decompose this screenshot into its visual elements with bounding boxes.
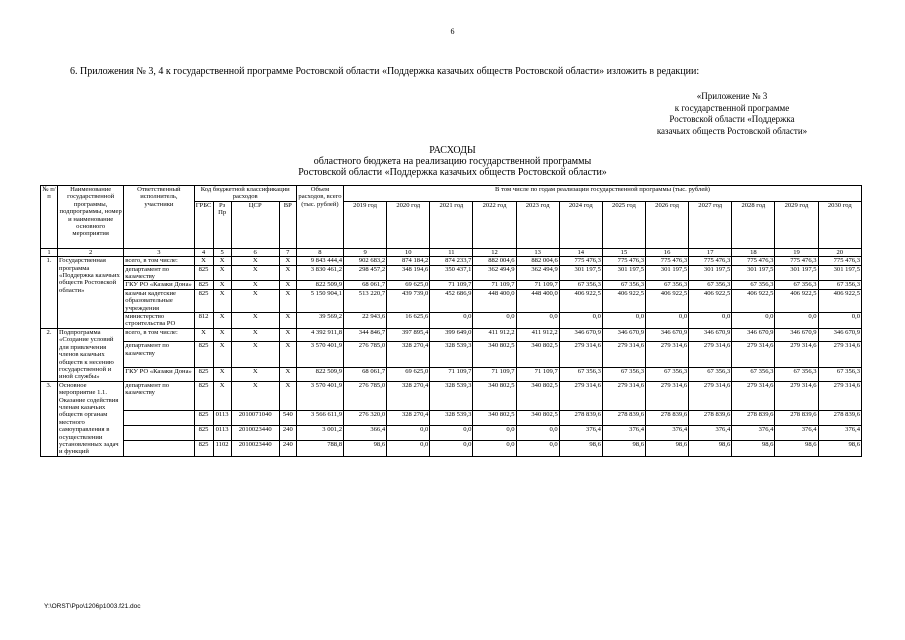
- year-value-cell: 0,0: [387, 441, 430, 456]
- year-value-cell: 67 356,3: [559, 281, 602, 289]
- year-value-cell: 344 846,7: [344, 328, 387, 342]
- year-value-cell: 0,0: [473, 441, 516, 456]
- vr-cell: 540: [279, 410, 296, 425]
- rzpr-cell: X: [213, 313, 231, 329]
- header-row: [41, 186, 862, 202]
- csr-cell: X: [231, 265, 279, 281]
- year-value-cell: 362 494,9: [516, 265, 559, 281]
- year-value-cell: 276 785,0: [344, 381, 387, 410]
- column-number: 7: [279, 248, 296, 256]
- rzpr-cell: 0113: [213, 426, 231, 441]
- year-value-cell: 0,0: [732, 313, 775, 329]
- year-value-cell: 67 356,3: [646, 368, 689, 382]
- header-year: 2027 год: [689, 201, 732, 248]
- grbs-cell: 812: [194, 313, 213, 329]
- header-year: 2028 год: [732, 201, 775, 248]
- executor-cell: всего, в том числе:: [124, 257, 194, 265]
- vr-cell: X: [279, 381, 296, 410]
- year-value-cell: 340 802,5: [516, 381, 559, 410]
- grbs-cell: 825: [194, 281, 213, 289]
- year-value-cell: 874 184,2: [387, 257, 430, 265]
- year-value-cell: 276 320,0: [344, 410, 387, 425]
- rzpr-cell: 1102: [213, 441, 231, 456]
- executor-cell: [124, 441, 194, 456]
- table-row: [41, 342, 862, 368]
- csr-cell: X: [231, 281, 279, 289]
- year-value-cell: 328 539,3: [430, 342, 473, 368]
- csr-cell: X: [231, 313, 279, 329]
- year-value-cell: 775 476,3: [602, 257, 645, 265]
- year-value-cell: 376,4: [559, 426, 602, 441]
- table-row: [41, 410, 862, 425]
- year-value-cell: 775 476,3: [818, 257, 861, 265]
- rzpr-cell: 0113: [213, 410, 231, 425]
- column-number: 1: [41, 248, 58, 256]
- page-number: 6: [450, 27, 455, 36]
- year-value-cell: 71 109,7: [516, 368, 559, 382]
- year-value-cell: 340 802,5: [516, 410, 559, 425]
- year-value-cell: 340 802,5: [516, 342, 559, 368]
- year-value-cell: 902 683,2: [344, 257, 387, 265]
- year-value-cell: 411 912,2: [473, 328, 516, 342]
- year-value-cell: 397 895,4: [387, 328, 430, 342]
- grbs-cell: 825: [194, 289, 213, 312]
- year-value-cell: 328 539,3: [430, 381, 473, 410]
- year-value-cell: 67 356,3: [775, 281, 818, 289]
- year-value-cell: 98,6: [775, 441, 818, 456]
- grbs-cell: 825: [194, 441, 213, 456]
- year-value-cell: 406 922,5: [646, 289, 689, 312]
- executor-cell: казачьи кадетские образовательные учреждения: [124, 289, 194, 312]
- year-value-cell: 279 314,6: [775, 342, 818, 368]
- header-year: 2026 год: [646, 201, 689, 248]
- table-row: [41, 257, 862, 265]
- year-value-cell: 278 839,6: [689, 410, 732, 425]
- year-value-cell: 340 802,5: [473, 381, 516, 410]
- total-cell: 3 570 401,9: [296, 342, 343, 368]
- column-number: 16: [646, 248, 689, 256]
- year-value-cell: 328 270,4: [387, 342, 430, 368]
- table-row: [41, 368, 862, 382]
- header-year: 2030 год: [818, 201, 861, 248]
- year-value-cell: 67 356,3: [559, 368, 602, 382]
- executor-cell: ГКУ РО «Казаки Дона»: [124, 281, 194, 289]
- year-value-cell: 301 197,5: [732, 265, 775, 281]
- header-year: 2025 год: [602, 201, 645, 248]
- executor-cell: департамент по казачеству: [124, 342, 194, 368]
- year-value-cell: 67 356,3: [732, 368, 775, 382]
- year-value-cell: 406 922,5: [602, 289, 645, 312]
- year-value-cell: 328 539,3: [430, 410, 473, 425]
- grbs-cell: 825: [194, 381, 213, 410]
- year-value-cell: 340 802,5: [473, 410, 516, 425]
- year-value-cell: 68 061,7: [344, 368, 387, 382]
- appendix-line: Ростовской области «Поддержка: [669, 114, 795, 124]
- year-value-cell: 399 649,0: [430, 328, 473, 342]
- year-value-cell: 0,0: [516, 441, 559, 456]
- year-value-cell: 406 922,5: [689, 289, 732, 312]
- year-value-cell: 67 356,3: [818, 281, 861, 289]
- year-value-cell: 278 839,6: [602, 410, 645, 425]
- rzpr-cell: X: [213, 289, 231, 312]
- vr-cell: 240: [279, 426, 296, 441]
- year-value-cell: 279 314,6: [818, 342, 861, 368]
- vr-cell: X: [279, 342, 296, 368]
- year-value-cell: 882 004,6: [473, 257, 516, 265]
- year-value-cell: 411 912,2: [516, 328, 559, 342]
- table-row: [41, 328, 862, 342]
- csr-cell: X: [231, 342, 279, 368]
- total-cell: 822 509,9: [296, 281, 343, 289]
- year-value-cell: 346 670,9: [689, 328, 732, 342]
- year-value-cell: 67 356,3: [818, 368, 861, 382]
- rzpr-cell: X: [213, 368, 231, 382]
- document-title: [0, 145, 905, 178]
- header-year: 2029 год: [775, 201, 818, 248]
- year-value-cell: 448 400,0: [516, 289, 559, 312]
- year-value-cell: 279 314,6: [602, 381, 645, 410]
- year-value-cell: 279 314,6: [559, 342, 602, 368]
- file-path-footer: Y:\ORST\Ppo\1206p1003.f21.doc: [44, 603, 141, 610]
- year-value-cell: 67 356,3: [602, 281, 645, 289]
- total-cell: 3 001,2: [296, 426, 343, 441]
- year-value-cell: 0,0: [646, 313, 689, 329]
- year-value-cell: 346 670,9: [646, 328, 689, 342]
- year-value-cell: 298 457,2: [344, 265, 387, 281]
- grbs-cell: 825: [194, 265, 213, 281]
- total-cell: 9 843 444,4: [296, 257, 343, 265]
- grbs-cell: 825: [194, 368, 213, 382]
- vr-cell: X: [279, 368, 296, 382]
- executor-cell: [124, 410, 194, 425]
- year-value-cell: 346 670,9: [775, 328, 818, 342]
- year-value-cell: 376,4: [646, 426, 689, 441]
- column-number: 9: [344, 248, 387, 256]
- csr-cell: X: [231, 257, 279, 265]
- header-vr: ВР: [279, 201, 296, 248]
- year-value-cell: 278 839,6: [646, 410, 689, 425]
- header-year: 2024 год: [559, 201, 602, 248]
- year-value-cell: 98,6: [689, 441, 732, 456]
- csr-cell: X: [231, 328, 279, 342]
- year-value-cell: 882 004,6: [516, 257, 559, 265]
- table-row: [41, 281, 862, 289]
- year-value-cell: 452 686,9: [430, 289, 473, 312]
- title-line: Ростовской области «Поддержка казачьих обществ Ростовской области»: [298, 167, 607, 178]
- total-cell: 822 509,9: [296, 368, 343, 382]
- rzpr-cell: X: [213, 381, 231, 410]
- year-value-cell: 71 109,7: [473, 368, 516, 382]
- executor-cell: [124, 426, 194, 441]
- program-name: Основное мероприятие 1.1. Оказание содействия членам казачьих обществ органам местного самоуправления в осуществлении установленных задач и функций: [58, 381, 124, 456]
- year-value-cell: 406 922,5: [732, 289, 775, 312]
- year-value-cell: 278 839,6: [775, 410, 818, 425]
- year-value-cell: 376,4: [732, 426, 775, 441]
- executor-cell: всего, в том числе:: [124, 328, 194, 342]
- year-value-cell: 775 476,3: [559, 257, 602, 265]
- executor-cell: ГКУ РО «Казаки Дона»: [124, 368, 194, 382]
- total-cell: 3 830 461,2: [296, 265, 343, 281]
- year-value-cell: 279 314,6: [732, 381, 775, 410]
- year-value-cell: 67 356,3: [689, 281, 732, 289]
- table-row: [41, 426, 862, 441]
- executor-cell: департамент по казачеству: [124, 265, 194, 281]
- column-number: 18: [732, 248, 775, 256]
- year-value-cell: 346 670,9: [559, 328, 602, 342]
- year-value-cell: 98,6: [732, 441, 775, 456]
- title-line: РАСХОДЫ: [429, 145, 476, 156]
- year-value-cell: 301 197,5: [602, 265, 645, 281]
- year-value-cell: 279 314,6: [689, 381, 732, 410]
- year-value-cell: 775 476,3: [646, 257, 689, 265]
- year-value-cell: 279 314,6: [646, 342, 689, 368]
- year-value-cell: 448 400,0: [473, 289, 516, 312]
- appendix-line: к государственной программе: [674, 102, 790, 113]
- appendix-header: [602, 91, 862, 137]
- year-value-cell: 276 785,0: [344, 342, 387, 368]
- year-value-cell: 71 109,7: [473, 281, 516, 289]
- year-value-cell: 350 437,1: [430, 265, 473, 281]
- year-value-cell: 301 197,5: [559, 265, 602, 281]
- column-number: 19: [775, 248, 818, 256]
- year-value-cell: 346 670,9: [602, 328, 645, 342]
- year-value-cell: 67 356,3: [775, 368, 818, 382]
- year-value-cell: 0,0: [387, 426, 430, 441]
- program-name: Подпрограмма «Создание условий для привлечения членов казачьих обществ к несению государственной и иной службы»: [58, 328, 124, 381]
- year-value-cell: 71 109,7: [430, 368, 473, 382]
- csr-cell: X: [231, 381, 279, 410]
- year-value-cell: 0,0: [602, 313, 645, 329]
- vr-cell: X: [279, 289, 296, 312]
- year-value-cell: 67 356,3: [689, 368, 732, 382]
- year-value-cell: 69 625,0: [387, 368, 430, 382]
- year-value-cell: 376,4: [689, 426, 732, 441]
- row-number: 1.: [41, 257, 58, 329]
- grbs-cell: 825: [194, 410, 213, 425]
- year-value-cell: 0,0: [775, 313, 818, 329]
- executor-cell: министерство строительства РО: [124, 313, 194, 329]
- column-number: 4: [194, 248, 213, 256]
- expenses-table: [40, 185, 862, 457]
- year-value-cell: 98,6: [818, 441, 861, 456]
- year-value-cell: 0,0: [689, 313, 732, 329]
- year-value-cell: 376,4: [818, 426, 861, 441]
- year-value-cell: 279 314,6: [818, 381, 861, 410]
- vr-cell: X: [279, 328, 296, 342]
- rzpr-cell: X: [213, 328, 231, 342]
- header-rzpr: Рз Пр: [213, 201, 231, 248]
- csr-cell: 2010071040: [231, 410, 279, 425]
- header-year: 2023 год: [516, 201, 559, 248]
- header-budget-code: Код бюджетной классификации расходов: [194, 186, 296, 202]
- year-value-cell: 406 922,5: [818, 289, 861, 312]
- year-value-cell: 68 061,7: [344, 281, 387, 289]
- year-value-cell: 0,0: [430, 313, 473, 329]
- column-number: 14: [559, 248, 602, 256]
- year-value-cell: 278 839,6: [732, 410, 775, 425]
- year-value-cell: 376,4: [602, 426, 645, 441]
- title-line: областного бюджета на реализацию государственной программы: [313, 156, 592, 167]
- year-value-cell: 0,0: [430, 441, 473, 456]
- vr-cell: X: [279, 313, 296, 329]
- year-value-cell: 279 314,6: [646, 381, 689, 410]
- header-executor: Ответственный исполнитель, участники: [124, 186, 194, 249]
- header-year: 2021 год: [430, 201, 473, 248]
- header-num: № п/п: [41, 186, 58, 249]
- year-value-cell: 0,0: [473, 426, 516, 441]
- year-value-cell: 328 270,4: [387, 381, 430, 410]
- column-number: 2: [58, 248, 124, 256]
- year-value-cell: 376,4: [775, 426, 818, 441]
- vr-cell: X: [279, 257, 296, 265]
- year-value-cell: 0,0: [818, 313, 861, 329]
- column-number: 8: [296, 248, 343, 256]
- year-value-cell: 775 476,3: [689, 257, 732, 265]
- year-value-cell: 16 625,6: [387, 313, 430, 329]
- table-row: [41, 313, 862, 329]
- year-value-cell: 0,0: [559, 313, 602, 329]
- year-value-cell: 98,6: [559, 441, 602, 456]
- year-value-cell: 0,0: [473, 313, 516, 329]
- appendix-line: казачьих обществ Ростовской области»: [656, 125, 808, 136]
- column-numbers-row: [41, 248, 862, 256]
- year-value-cell: 98,6: [646, 441, 689, 456]
- csr-cell: X: [231, 289, 279, 312]
- year-value-cell: 301 197,5: [818, 265, 861, 281]
- year-value-cell: 98,6: [602, 441, 645, 456]
- vr-cell: X: [279, 265, 296, 281]
- row-number: 2.: [41, 328, 58, 381]
- year-value-cell: 301 197,5: [646, 265, 689, 281]
- year-value-cell: 874 233,7: [430, 257, 473, 265]
- column-number: 20: [818, 248, 861, 256]
- appendix-line: «Приложение № 3: [696, 91, 768, 101]
- year-value-cell: 406 922,5: [775, 289, 818, 312]
- year-value-cell: 278 839,6: [818, 410, 861, 425]
- year-value-cell: 346 670,9: [818, 328, 861, 342]
- program-name: Государственная программа «Поддержка казачьих обществ Ростовской области»: [58, 257, 124, 329]
- rzpr-cell: X: [213, 342, 231, 368]
- year-value-cell: 279 314,6: [602, 342, 645, 368]
- year-value-cell: 279 314,6: [732, 342, 775, 368]
- year-value-cell: 278 839,6: [559, 410, 602, 425]
- executor-cell: департамент по казачеству: [124, 381, 194, 410]
- year-value-cell: 328 270,4: [387, 410, 430, 425]
- year-value-cell: 67 356,3: [732, 281, 775, 289]
- year-value-cell: 301 197,5: [775, 265, 818, 281]
- table-row: [41, 381, 862, 410]
- column-number: 11: [430, 248, 473, 256]
- year-value-cell: 71 109,7: [516, 281, 559, 289]
- year-value-cell: 0,0: [516, 313, 559, 329]
- total-cell: 5 150 904,1: [296, 289, 343, 312]
- table-row: [41, 441, 862, 456]
- year-value-cell: 366,4: [344, 426, 387, 441]
- column-number: 15: [602, 248, 645, 256]
- table-row: [41, 289, 862, 312]
- year-value-cell: 67 356,3: [646, 281, 689, 289]
- header-grbs: ГРБС: [194, 201, 213, 248]
- header-volume: Объем расходов, всего (тыс. рублей): [296, 186, 343, 249]
- csr-cell: X: [231, 368, 279, 382]
- year-value-cell: 301 197,5: [689, 265, 732, 281]
- year-value-cell: 406 922,5: [559, 289, 602, 312]
- year-value-cell: 346 670,9: [732, 328, 775, 342]
- total-cell: 4 392 911,8: [296, 328, 343, 342]
- header-by-years: В том числе по годам реализации государственной программы (тыс. рублей): [344, 186, 862, 202]
- grbs-cell: X: [194, 328, 213, 342]
- csr-cell: 2010023440: [231, 426, 279, 441]
- total-cell: 788,8: [296, 441, 343, 456]
- column-number: 10: [387, 248, 430, 256]
- year-value-cell: 513 220,7: [344, 289, 387, 312]
- grbs-cell: X: [194, 257, 213, 265]
- year-value-cell: 22 943,6: [344, 313, 387, 329]
- year-value-cell: 439 739,0: [387, 289, 430, 312]
- table-row: [41, 265, 862, 281]
- year-value-cell: 98,6: [344, 441, 387, 456]
- vr-cell: 240: [279, 441, 296, 456]
- year-value-cell: 67 356,3: [602, 368, 645, 382]
- column-number: 13: [516, 248, 559, 256]
- header-year: 2022 год: [473, 201, 516, 248]
- header-year: 2020 год: [387, 201, 430, 248]
- year-value-cell: 775 476,3: [732, 257, 775, 265]
- year-value-cell: 348 194,6: [387, 265, 430, 281]
- intro-paragraph: 6. Приложения № 3, 4 к государственной программе Ростовской области «Поддержка казачьих обществ Ростовской области» изложить в редакции:: [70, 66, 700, 77]
- total-cell: 3 566 611,9: [296, 410, 343, 425]
- row-number: 3.: [41, 381, 58, 456]
- year-value-cell: 69 625,0: [387, 281, 430, 289]
- vr-cell: X: [279, 281, 296, 289]
- column-number: 6: [231, 248, 279, 256]
- year-value-cell: 362 494,9: [473, 265, 516, 281]
- column-number: 12: [473, 248, 516, 256]
- year-value-cell: 279 314,6: [559, 381, 602, 410]
- grbs-cell: 825: [194, 426, 213, 441]
- header-year: 2019 год: [344, 201, 387, 248]
- grbs-cell: 825: [194, 342, 213, 368]
- year-value-cell: 0,0: [430, 426, 473, 441]
- rzpr-cell: X: [213, 281, 231, 289]
- header-name: Наименование государственной программы, подпрограммы, номер и наименование основного мероприятия: [58, 186, 124, 249]
- rzpr-cell: X: [213, 265, 231, 281]
- header-csr: ЦСР: [231, 201, 279, 248]
- year-value-cell: 0,0: [516, 426, 559, 441]
- year-value-cell: 279 314,6: [689, 342, 732, 368]
- total-cell: 3 570 401,9: [296, 381, 343, 410]
- column-number: 5: [213, 248, 231, 256]
- year-value-cell: 340 802,5: [473, 342, 516, 368]
- column-number: 3: [124, 248, 194, 256]
- rzpr-cell: X: [213, 257, 231, 265]
- column-number: 17: [689, 248, 732, 256]
- csr-cell: 2010023440: [231, 441, 279, 456]
- year-value-cell: 775 476,3: [775, 257, 818, 265]
- year-value-cell: 279 314,6: [775, 381, 818, 410]
- year-value-cell: 71 109,7: [430, 281, 473, 289]
- total-cell: 39 569,2: [296, 313, 343, 329]
